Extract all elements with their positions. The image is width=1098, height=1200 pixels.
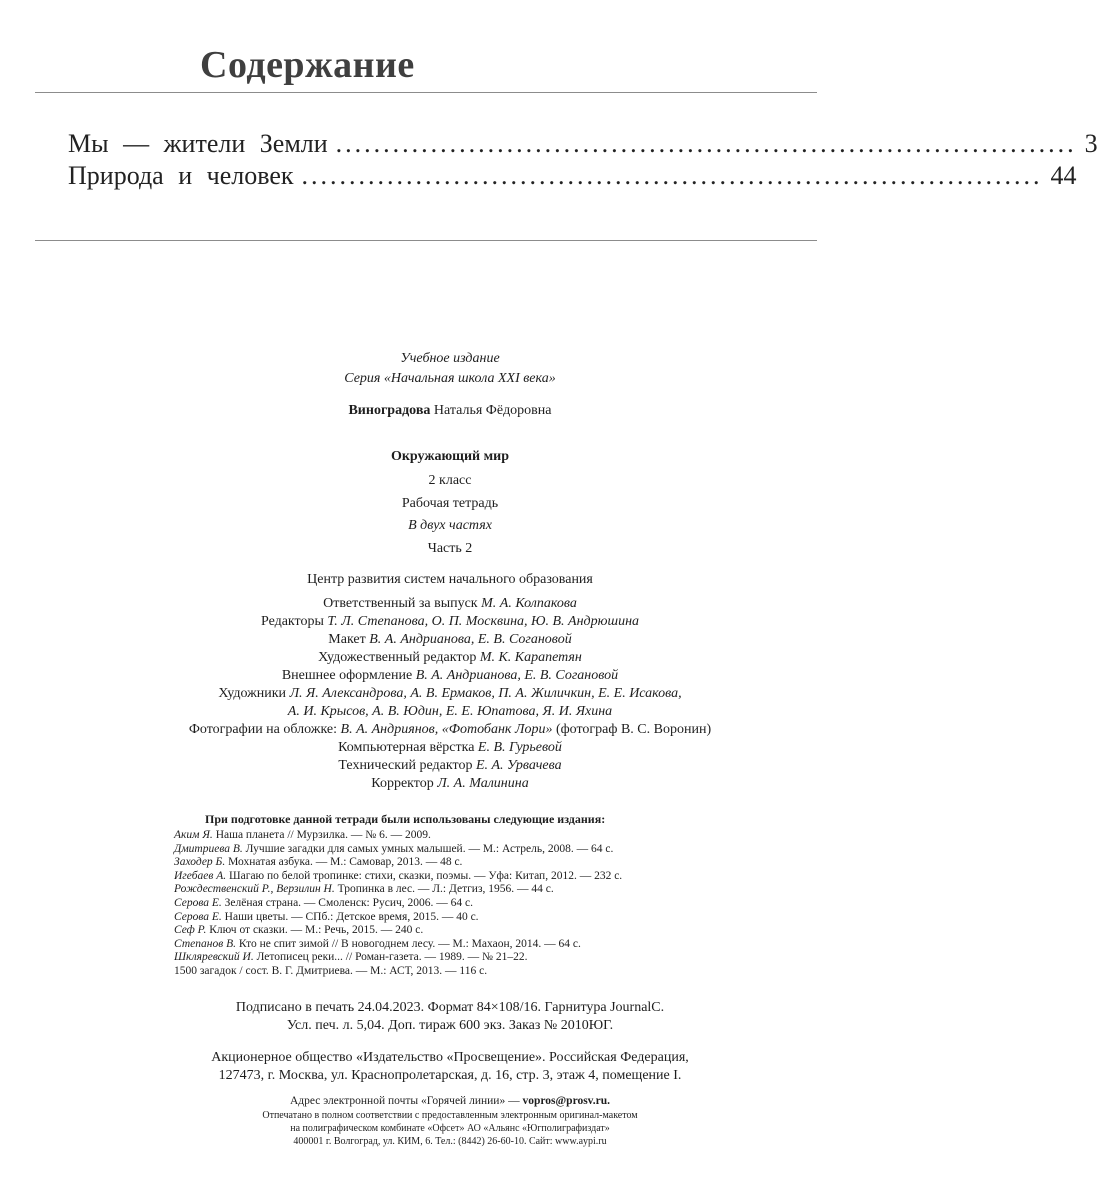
source-item [174,883,622,897]
grade: 2 класс [428,473,472,488]
author [0,402,900,420]
credit-names: В. А. Андрианова, Е. В. Согановой [369,632,572,647]
source-item [174,924,622,938]
hotline-text: Адрес электронной почты «Горячей линии» — [289,1095,520,1107]
credit-line [0,775,900,793]
toc-entry-2[interactable] [68,160,1077,192]
toc-divider [35,240,817,241]
source-author: Сеф Р. [174,924,207,937]
sources-list [174,829,622,979]
credit-names: М. А. Колпакова [481,596,577,611]
source-text: Кто не спит зимой // В новогоднем лесу. — М.: Махаон, 2014. — 64 с. [238,937,581,950]
author-name: Наталья Фёдоровна [433,403,552,418]
credit-names: Л. Я. Александрова, А. В. Ермаков, П. А. Жиличкин, Е. Е. Исакова, [289,686,682,701]
source-text: Лучшие загадки для самых умных малышей. — М.: Астрель, 2008. — 64 с. [245,842,614,855]
hotline-email[interactable]: vopros@prosv.ru. [522,1095,611,1107]
source-item [174,870,622,884]
credit-names: М. К. Карапетян [479,650,582,665]
source-text: Мохнатая азбука. — М.: Самовар, 2013. — 48 с. [228,856,463,869]
source-item [174,897,622,911]
printer-line: на полиграфическом комбинате «Офсет» АО «Альянс «Югполиграфиздат» [290,1123,610,1134]
source-item [174,843,622,857]
credit-line [0,685,900,703]
printer-line: Отпечатано в полном соответствии с предоставленным электронным оригинал-макетом [262,1110,638,1121]
toc-entry-label: Мы — жители Земли [68,129,328,158]
source-text: Тропинка в лес. — Л.: Детгиз, 1956. — 44 с. [337,883,554,896]
page-title: Содержание [200,44,415,86]
credit-names: В. А. Андриянов, «Фотобанк Лори» [340,722,553,737]
header-divider [35,92,817,93]
toc-entry-label: Природа и человек [68,161,294,190]
sources-heading: При подготовке данной тетради были использованы следующие издания: [205,812,606,826]
credit-line [0,757,900,775]
credit-line [0,721,900,739]
credit-role: Корректор [371,776,434,791]
credit-line [0,649,900,667]
author-surname: Виноградова [348,403,431,418]
credit-role: Художественный редактор [318,650,477,665]
credit-names: Т. Л. Степанова, О. П. Москвина, Ю. В. Андрюшина [327,614,640,629]
credit-names: Е. А. Урвачева [475,758,562,773]
credit-line [0,595,900,613]
source-author: Дмитриева В. [174,842,243,855]
printer-line: 400001 г. Волгоград, ул. КИМ, 6. Тел.: (8442) 26-60-10. Сайт: www.aypi.ru [293,1136,607,1147]
credit-role: Фотографии на обложке: [188,722,338,737]
credit-names: Е. В. Гурьевой [477,740,562,755]
source-author: Серова Е. [174,896,222,909]
credit-role: Внешнее оформление [281,668,413,683]
source-text: Шагаю по белой тропинке: стихи, сказки, поэмы. — Уфа: Китап, 2012. — 232 с. [229,869,623,882]
print-info-line: Усл. печ. л. 5,04. Доп. тираж 600 экз. Заказ № 2010ЮГ. [286,1018,614,1033]
source-author: Рождественский Р., Верзилин Н. [174,883,335,896]
credit-line [0,739,900,757]
series: Серия «Начальная школа XXI века» [344,371,556,386]
source-text: Наши цветы. — СПб.: Детское время, 2015. — 40 с. [224,910,479,923]
book-title: Окружающий мир [390,449,510,464]
source-author: Шкляревский И. [174,951,254,964]
source-author: Игебаев А. [174,869,227,882]
source-text: Зелёная страна. — Смоленск: Русич, 2006. — 64 с. [224,896,474,909]
credit-role: Редакторы [260,614,324,629]
toc-entry-1[interactable] [68,128,1098,160]
center-name: Центр развития систем начального образования [307,572,593,587]
edition-type: Учебное издание [400,351,500,366]
credit-role: Художники [218,686,287,701]
source-author: Аким Я. [174,829,213,841]
toc-leader-dots: .............................................................................. [301,161,1043,190]
credit-role: Технический редактор [338,758,473,773]
credit-line [0,631,900,649]
source-author: Степанов В. [174,937,236,950]
source-item [174,856,622,870]
credit-names: Л. А. Малинина [437,776,529,791]
toc-leader-dots: .............................................................................. [335,129,1077,158]
source-text: 1500 загадок / сост. В. Г. Дмитриева. — М.: АСТ, 2013. — 116 с. [174,964,488,977]
source-item [174,938,622,952]
source-text: Летописец реки... // Роман-газета. — 1989. — № 21–22. [256,951,528,964]
source-author: Заходер Б. [174,856,226,869]
publisher-line: 127473, г. Москва, ул. Краснопролетарская, д. 16, стр. 3, этаж 4, помещение I. [218,1068,682,1083]
hotline [0,1094,900,1109]
source-text: Наша планета // Мурзилка. — № 6. — 2009. [215,829,431,841]
credit-names: В. А. Андрианова, Е. В. Согановой [415,668,619,683]
source-item [174,829,622,843]
source-item [174,965,622,979]
parts: В двух частях [408,518,492,533]
credit-line [0,667,900,685]
credit-tail: (фотограф В. С. Воронин) [555,722,712,737]
credit-names: А. И. Крысов, А. В. Юдин, Е. Е. Юпатова, Я. И. Яхина [287,704,613,719]
credit-line [0,703,900,721]
credit-role: Компьютерная вёрстка [338,740,475,755]
credit-role: Макет [328,632,366,647]
toc-entry-page: 44 [1050,161,1077,190]
source-item [174,911,622,925]
publisher-line: Акционерное общество «Издательство «Просвещение». Российская Федерация, [211,1050,689,1065]
credit-line [0,613,900,631]
print-info-line: Подписано в печать 24.04.2023. Формат 84×108/16. Гарнитура JournalC. [235,1000,665,1015]
source-author: Серова Е. [174,910,222,923]
source-item [174,951,622,965]
toc-entry-page: 3 [1084,129,1098,158]
book-kind: Рабочая тетрадь [401,496,499,511]
credit-role: Ответственный за выпуск [323,596,478,611]
part: Часть 2 [427,541,473,556]
source-text: Ключ от сказки. — М.: Речь, 2015. — 240 с. [209,924,424,937]
